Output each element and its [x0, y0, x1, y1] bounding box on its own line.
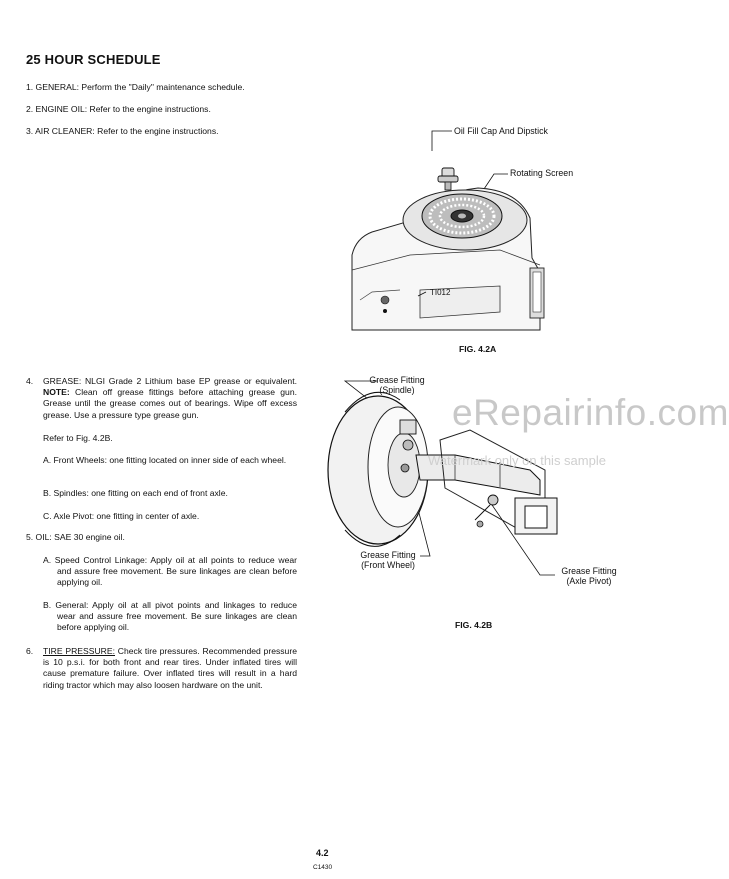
callout-front-wheel — [352, 550, 424, 570]
tire-pressure-text: Check tire pressures. Recommended pressure is 10 p.s.i. for both front and rear tires. Under inflated tires will cause premature failure. Over inflated tires will result in a hard riding tractor which may also loosen hardware on the unit. — [43, 646, 297, 690]
figure-tag: TI012 — [430, 288, 451, 297]
item-grease-number: 4. — [26, 376, 34, 386]
document-code: C1430 — [313, 864, 333, 871]
grease-note-text: Clean off grease fittings before attaching grease gun. Grease until the grease comes out of bearings. Wipe off excess grease. Use a pressure type grease gun. — [43, 387, 297, 420]
callout-front-wheel-line2: (Front Wheel) — [361, 560, 415, 570]
figure-caption-4-2a: FIG. 4.2A — [459, 344, 497, 354]
item-oil: 5. OIL: SAE 30 engine oil. — [26, 532, 125, 542]
grease-text: GREASE: NLGI Grade 2 Lithium base EP grease or equivalent. — [43, 376, 297, 386]
item-axle-pivot: C. Axle Pivot: one fitting in center of axle. — [43, 511, 200, 521]
page-number: 4.2 — [316, 848, 329, 858]
item-general: 1. GENERAL: Perform the "Daily" maintenance schedule. — [26, 82, 245, 92]
page-title: 25 HOUR SCHEDULE — [26, 52, 161, 67]
callout-dipstick: Oil Fill Cap And Dipstick — [454, 126, 548, 136]
figure-caption-4-2b: FIG. 4.2B — [455, 620, 493, 630]
callout-rotating-screen: Rotating Screen — [510, 168, 574, 178]
watermark-sub: Watermark only on this sample — [428, 453, 606, 468]
callout-spindle — [362, 375, 432, 395]
tire-pressure-label: TIRE PRESSURE: — [43, 646, 116, 656]
item-speed-control: A. Speed Control Linkage: Apply oil at all points to reduce wear and assure free movement. Be sure linkages are clean before applying oil. — [43, 555, 297, 588]
watermark-main: eRepairinfo.com — [452, 392, 729, 433]
item-air-cleaner: 3. AIR CLEANER: Refer to the engine instructions. — [26, 126, 219, 136]
note-label: NOTE: — [43, 387, 70, 398]
item-engine-oil: 2. ENGINE OIL: Refer to the engine instructions. — [26, 104, 211, 114]
item-spindles: B. Spindles: one fitting on each end of front axle. — [43, 488, 228, 498]
callout-axle-pivot — [553, 566, 625, 586]
callout-front-wheel-line1: Grease Fitting — [360, 550, 416, 560]
callout-axle-pivot-line1: Grease Fitting — [561, 566, 617, 576]
refer-fig-4-2b: Refer to Fig. 4.2B. — [43, 433, 113, 443]
callout-axle-pivot-line2: (Axle Pivot) — [566, 576, 612, 586]
callout-spindle-line2: (Spindle) — [379, 385, 415, 395]
callout-spindle-line1: Grease Fitting — [369, 375, 425, 385]
item-tire-number: 6. — [26, 646, 34, 656]
item-general-oil: B. General: Apply oil at all pivot points and linkages to reduce wear and assure free movement. Be sure linkages are clean before applying oil. — [43, 600, 297, 633]
item-front-wheels: A. Front Wheels: one fitting located on inner side of each wheel. — [43, 455, 287, 465]
